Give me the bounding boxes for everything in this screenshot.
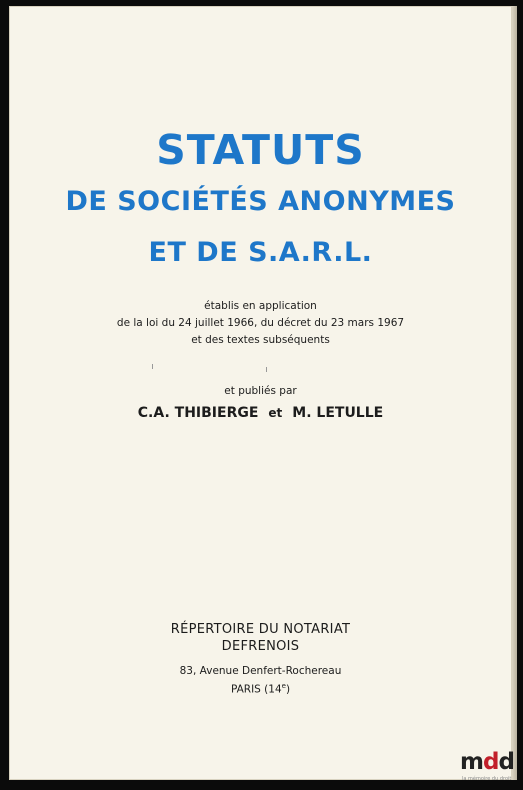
cover-title-line-2: DE SOCIÉTÉS ANONYMES	[65, 186, 456, 217]
published-by: et publiés par	[224, 385, 297, 397]
cover-title-line-3: ET DE S.A.R.L.	[148, 237, 373, 268]
publisher	[9, 621, 512, 655]
logo-tagline: la mémoire du droit	[462, 776, 512, 782]
print-mark	[266, 367, 267, 372]
authors	[9, 403, 512, 423]
publisher-address	[9, 664, 512, 698]
address-street: 83, Avenue Denfert-Rochereau	[179, 665, 342, 677]
publisher-name: RÉPERTOIRE DU NOTARIAT	[170, 622, 351, 637]
print-mark	[152, 364, 153, 369]
subtitle-line-3: et des textes subséquents	[191, 334, 330, 346]
author-conjunction: et	[268, 406, 283, 420]
publisher-imprint: DEFRENOIS	[221, 639, 300, 654]
subtitle-line-1: établis en application	[204, 300, 317, 312]
page-edge	[512, 6, 517, 780]
logo-wordmark: mdd	[460, 749, 514, 775]
watermark-logo	[460, 748, 522, 788]
subtitle-line-2: de la loi du 24 juillet 1966, du décret du 23 mars 1967	[116, 317, 405, 329]
author-2: M. LETULLE	[292, 405, 384, 421]
cover-title: STATUTS	[156, 126, 365, 174]
cover-subtitle	[9, 298, 512, 349]
address-city: PARIS (14e)	[230, 682, 291, 696]
author-1: C.A. THIBIERGE	[137, 405, 259, 421]
